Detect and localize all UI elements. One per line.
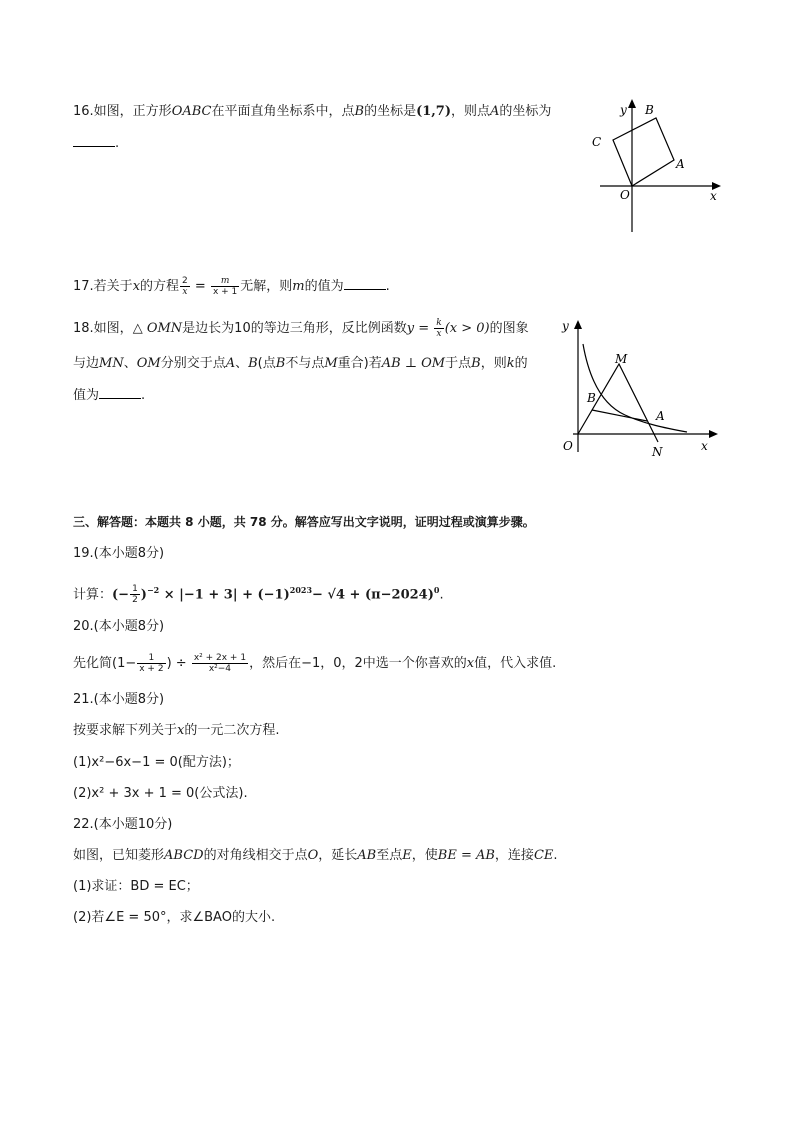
label-y: y: [562, 319, 569, 333]
label-A: A: [676, 157, 685, 171]
q16-text: 的坐标是: [364, 104, 417, 119]
label-B: B: [587, 391, 596, 405]
label-x: x: [701, 439, 708, 453]
fraction: $\frac{1}{x + 2}$: [139, 653, 164, 674]
label-B: B: [645, 103, 654, 117]
q20-text: 先化简(1− $\frac{1}{x + 2}$ ) ÷ $\frac{\text{x² + 2x + 1}}{\text{x²−4}}$ ，然后在−1，0，2中选一个你喜欢的x值，代入求值.: [73, 653, 557, 674]
q18-line2: 与边MN、OM分别交于点A、B(点B不与点M重合)若AB ⊥ OM于点B，则k的: [73, 356, 528, 371]
label-N: N: [652, 445, 663, 459]
q16-var: OABC: [171, 104, 212, 119]
q22-text: 如图，已知菱形ABCD的对角线相交于点O，延长AB至点E，使BE = AB，连接CE.: [73, 848, 558, 863]
figure-18: [555, 314, 725, 464]
q16-text: 16.如图，正方形: [73, 104, 172, 119]
q19-header: 19.(本小题8分): [73, 546, 165, 561]
q16-text: 在平面直角坐标系中，点: [211, 104, 355, 119]
q17-line: 17.若关于x的方程 $\frac{2}{x}$ = $\frac{m}{x + 1}$ 无解，则m的值为 .: [73, 276, 390, 297]
label-O: O: [620, 188, 630, 202]
label-y: y: [620, 103, 627, 117]
figure-16: [590, 96, 730, 236]
label-x: x: [710, 189, 717, 203]
q19-expression: 计算：(− $\frac{1}{2}$ )$^{-2} \times |-1 + 3| + (-1)^{2023}- √4 + (\pi-2024)^0$.: [73, 584, 444, 606]
label-A: A: [656, 409, 665, 423]
fraction: $\frac{m}{x + 1}$: [212, 276, 238, 297]
q16-text: ，则点: [451, 104, 491, 119]
label-O: O: [563, 439, 573, 453]
q16-line2: .: [73, 134, 119, 154]
q22-header: 22.(本小题10分): [73, 817, 173, 832]
q16-line1: [73, 102, 551, 122]
q21-intro: 按要求解下列关于x的一元二次方程.: [73, 723, 280, 738]
q21-header: 21.(本小题8分): [73, 692, 165, 707]
answer-blank[interactable]: [344, 277, 386, 290]
q20-header: 20.(本小题8分): [73, 619, 165, 634]
fraction: $\frac{2}{x}$: [182, 276, 188, 297]
q21-part1: (1)x²−6x−1 = 0(配方法)；: [73, 755, 240, 770]
q21-part2: (2)x² + 3x + 1 = 0(公式法).: [73, 786, 248, 801]
fraction: $\frac{1}{2}$: [132, 584, 138, 606]
q22-part1: (1)求证：BD = EC；: [73, 879, 199, 894]
q22-part2: (2)若∠E = 50°，求∠BAO的大小.: [73, 910, 276, 925]
fraction: $\frac{k}{x}$: [436, 318, 442, 339]
q16-text: 的坐标为: [499, 104, 552, 119]
section-heading: 三、解答题：本题共 8 小题，共 78 分。解答应写出文字说明，证明过程或演算步骤。: [73, 515, 535, 529]
q18-line1: 18.如图，△ OMN是边长为10的等边三角形，反比例函数y = $\frac{k}{x}$ (x > 0)的图象: [73, 318, 529, 339]
fraction: $\frac{\text{x² + 2x + 1}}{\text{x²−4}}$: [193, 653, 247, 674]
answer-blank[interactable]: [99, 386, 141, 399]
q16-coord: (1,7): [416, 104, 451, 119]
label-C: C: [592, 135, 602, 149]
answer-blank[interactable]: [73, 134, 115, 147]
q16-var: A: [490, 104, 500, 119]
label-M: M: [615, 352, 628, 366]
q16-var: B: [354, 104, 365, 119]
q18-line3: 值为 .: [73, 388, 146, 403]
